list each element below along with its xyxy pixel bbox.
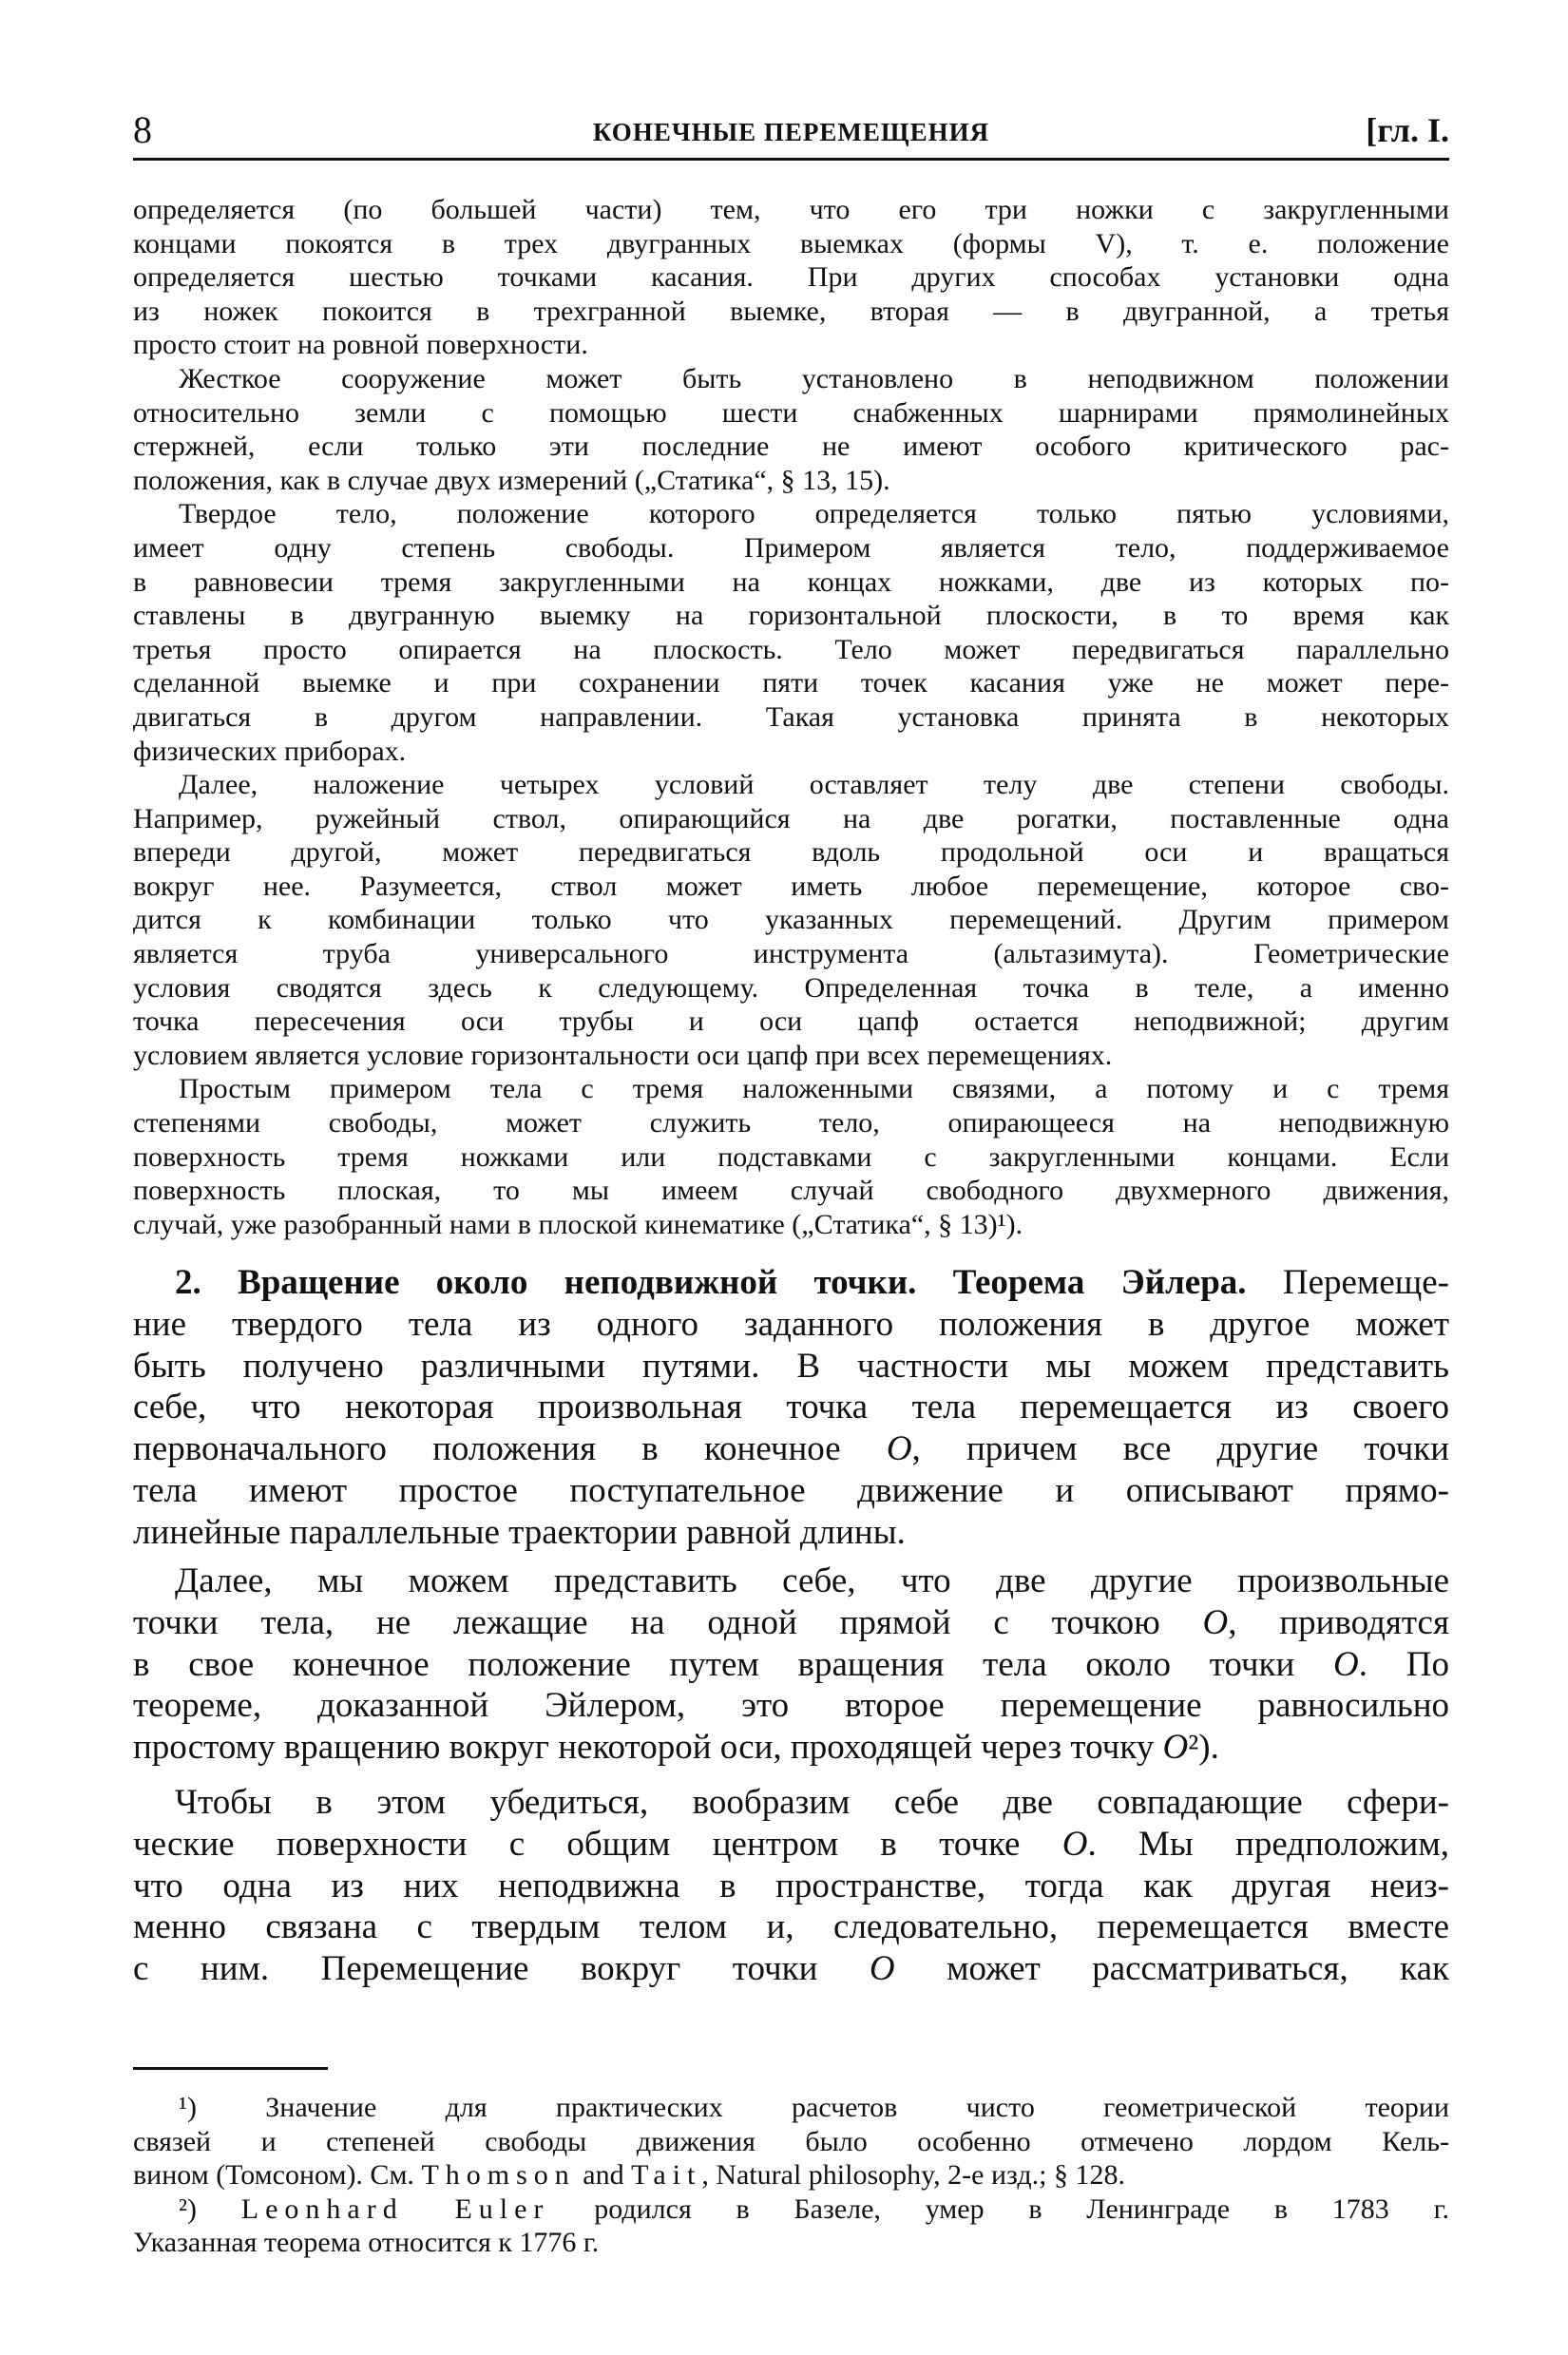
- text-line: Указанная теорема относится к 1776 г.: [133, 2227, 600, 2259]
- text-line: линейные параллельные траектории равной длины.: [133, 1512, 906, 1552]
- paragraph: [133, 497, 1449, 768]
- text-line: [133, 1644, 1449, 1686]
- paragraph: [133, 1072, 1449, 1241]
- text-segment: ²): [179, 2192, 241, 2225]
- text-line: сделанной выемке и при сохранении пяти точек касания уже не может пере-: [133, 667, 1449, 699]
- footnote-rule: [133, 2067, 328, 2070]
- text-line: из ножек покоится в трехгранной выемке, вторая — в двугранной, а третья: [133, 295, 1449, 327]
- text-segment: в свое конечное положение путем вращения тела около точки: [133, 1644, 1334, 1684]
- text-segment: O: [869, 1949, 895, 1989]
- text-line: Далее, мы можем представить себе, что две другие произвольные: [175, 1561, 1449, 1600]
- text-line: условия сводятся здесь к следующему. Определенная точка в теле, а именно: [133, 971, 1449, 1004]
- text-segment: вином (Томсоном). См.: [133, 2159, 422, 2192]
- text-line: третья просто опирается на плоскость. Тело может передвигаться параллельно: [133, 633, 1449, 665]
- text-line: просто стоит на ровной поверхности.: [133, 329, 588, 361]
- text-line: поверхность плоская, то мы имеем случай свободного двухмерного движения,: [133, 1175, 1449, 1207]
- text-line: связей и степеней свободы движения было особенно отмечено лордом Кель-: [133, 2125, 1449, 2157]
- text-line: Простым примером тела с тремя наложенными связями, а потому и с тремя: [179, 1073, 1449, 1105]
- text-segment: Tait: [631, 2159, 702, 2192]
- text-line: [133, 2158, 1449, 2192]
- footnote: [133, 2192, 1449, 2260]
- text-line: что одна из них неподвижна в пространстве, тогда как другая неиз-: [133, 1866, 1449, 1905]
- footnotes: [133, 2091, 1449, 2260]
- page-number: 8: [133, 108, 152, 151]
- text-line: [133, 1428, 1449, 1470]
- text-segment: первоначального положения в конечное: [133, 1429, 887, 1469]
- text-line: [133, 1727, 1449, 1769]
- text-line: определяется шестью точками касания. При других способах установки одна: [133, 261, 1449, 294]
- text-line: физических приборах.: [133, 735, 407, 767]
- text-line: Далее, наложение четырех условий оставляет телу две степени свободы.: [179, 769, 1449, 801]
- text-segment: Перемеще-: [1246, 1263, 1449, 1302]
- text-segment: , Natural philosophy, 2-е изд.; § 128.: [701, 2159, 1125, 2192]
- running-header: [133, 106, 1449, 154]
- text-line: определяется (по большей части) тем, что его три ножки с закругленными: [133, 194, 1449, 225]
- text-line: тела имеют простое поступательное движение и описывают прямо-: [133, 1470, 1449, 1510]
- text-line: ¹) Значение для практических расчетов чисто геометрической теории: [179, 2092, 1449, 2123]
- text-line: в равновесии тремя закругленными на концах ножками, две из которых по-: [133, 565, 1449, 598]
- paragraph: [133, 1262, 1449, 1554]
- text-line: степенями свободы, может служить тело, опирающееся на неподвижную: [133, 1107, 1449, 1139]
- text-segment: простому вращению вокруг некоторой оси, проходящей через точку: [133, 1728, 1163, 1768]
- paragraph: [133, 1782, 1449, 1990]
- text-line: дится к комбинации только что указанных перемещений. Другим примером: [133, 904, 1449, 936]
- text-line: себе, что некоторая произвольная точка тела перемещается из своего: [133, 1388, 1449, 1427]
- text-line: быть получено различными путями. В частности мы можем представить: [133, 1346, 1449, 1386]
- text-line: [133, 1948, 1449, 1990]
- text-line: [133, 1262, 1449, 1304]
- text-line: случай, уже разобранный нами в плоской кинематике („Статика“, § 13)¹).: [133, 1208, 1023, 1240]
- section-2-paragraph-1: [133, 1262, 1449, 1554]
- text-segment: ческие поверхности с общим центром в точке: [133, 1824, 1062, 1864]
- text-segment: Leonhard Euler: [240, 2192, 550, 2225]
- text-line: точка пересечения оси трубы и оси цапф остается неподвижной; другим: [133, 1005, 1449, 1038]
- running-title: КОНЕЧНЫЕ ПЕРЕМЕЩЕНИЯ: [592, 118, 990, 146]
- section-heading: 2. Вращение около неподвижной точки. Теорема Эйлера.: [175, 1263, 1247, 1302]
- text-line: является труба универсального инструмента (альтазимута). Геометрические: [133, 938, 1449, 970]
- text-line: Жесткое сооружение может быть установлено в неподвижном положении: [179, 362, 1449, 394]
- text-segment: может рассматриваться, как: [894, 1949, 1449, 1989]
- text-line: Например, ружейный ствол, опирающийся на две рогатки, поставленные одна: [133, 802, 1449, 834]
- text-line: положения, как в случае двух измерений („Статика“, § 13, 15).: [133, 464, 890, 496]
- chapter-label: [гл. I.: [1366, 111, 1449, 149]
- paragraph: [133, 193, 1449, 362]
- text-segment: ²).: [1188, 1728, 1219, 1768]
- paragraph: [133, 362, 1449, 497]
- text-line: относительно земли с помощью шести снабженных шарнирами прямолинейных: [133, 396, 1449, 429]
- text-segment: O: [1202, 1602, 1229, 1642]
- text-line: [133, 1602, 1449, 1644]
- text-segment: O: [1061, 1824, 1088, 1864]
- text-line: концами покоятся в трех двугранных выемках (формы V), т. е. положение: [133, 227, 1449, 259]
- header-rule: [133, 158, 1449, 161]
- text-segment: O: [886, 1429, 912, 1469]
- text-segment: O: [1162, 1728, 1189, 1768]
- text-line: стержней, если только эти последние не имеют особого критического рас-: [133, 431, 1449, 463]
- text-segment: and: [575, 2159, 632, 2192]
- text-line: Чтобы в этом убедиться, вообразим себе две совпадающие сфери-: [175, 1783, 1449, 1822]
- text-line: ние твердого тела из одного заданного положения в другое может: [133, 1304, 1449, 1344]
- text-line: Твердое тело, положение которого определяется только пятью условиями,: [179, 498, 1449, 530]
- text-line: впереди другой, может передвигаться вдоль продольной оси и вращаться: [133, 836, 1449, 869]
- text-line: теореме, доказанной Эйлером, это второе перемещение равносильно: [133, 1686, 1449, 1726]
- text-line: [133, 2192, 1449, 2227]
- text-segment: точки тела, не лежащие на одной прямой с точкою: [133, 1602, 1203, 1642]
- text-segment: . Мы предположим,: [1087, 1824, 1449, 1864]
- text-line: [133, 1824, 1449, 1866]
- text-segment: O: [1333, 1644, 1359, 1684]
- text-segment: , приводятся: [1228, 1602, 1449, 1642]
- section-2-paragraph-3: [133, 1782, 1449, 1990]
- text-segment: родился в Базеле, умер в Ленинграде в 1783 г.: [549, 2192, 1449, 2225]
- text-line: условием является условие горизонтальности оси цапф при всех перемещениях.: [133, 1039, 1113, 1071]
- text-segment: . По: [1358, 1644, 1449, 1684]
- text-segment: Thomson: [421, 2159, 576, 2192]
- body-text-small: [133, 193, 1449, 1241]
- text-segment: , причем все другие точки: [911, 1429, 1449, 1469]
- footnote: [133, 2091, 1449, 2192]
- paragraph: [133, 1560, 1449, 1769]
- text-line: двигаться в другом направлении. Такая установка принята в некоторых: [133, 700, 1449, 733]
- text-line: имеет одну степень свободы. Примером является тело, поддерживаемое: [133, 531, 1449, 564]
- paragraph: [133, 768, 1449, 1072]
- text-line: поверхность тремя ножками или подставками с закругленными концами. Если: [133, 1140, 1449, 1173]
- text-segment: с ним. Перемещение вокруг точки: [133, 1949, 870, 1989]
- text-line: вокруг нее. Разумеется, ствол может иметь любое перемещение, которое сво-: [133, 870, 1449, 902]
- text-line: ставлены в двугранную выемку на горизонтальной плоскости, в то время как: [133, 600, 1449, 632]
- text-line: менно связана с твердым телом и, следовательно, перемещается вместе: [133, 1907, 1449, 1947]
- section-2-paragraph-2: [133, 1560, 1449, 1769]
